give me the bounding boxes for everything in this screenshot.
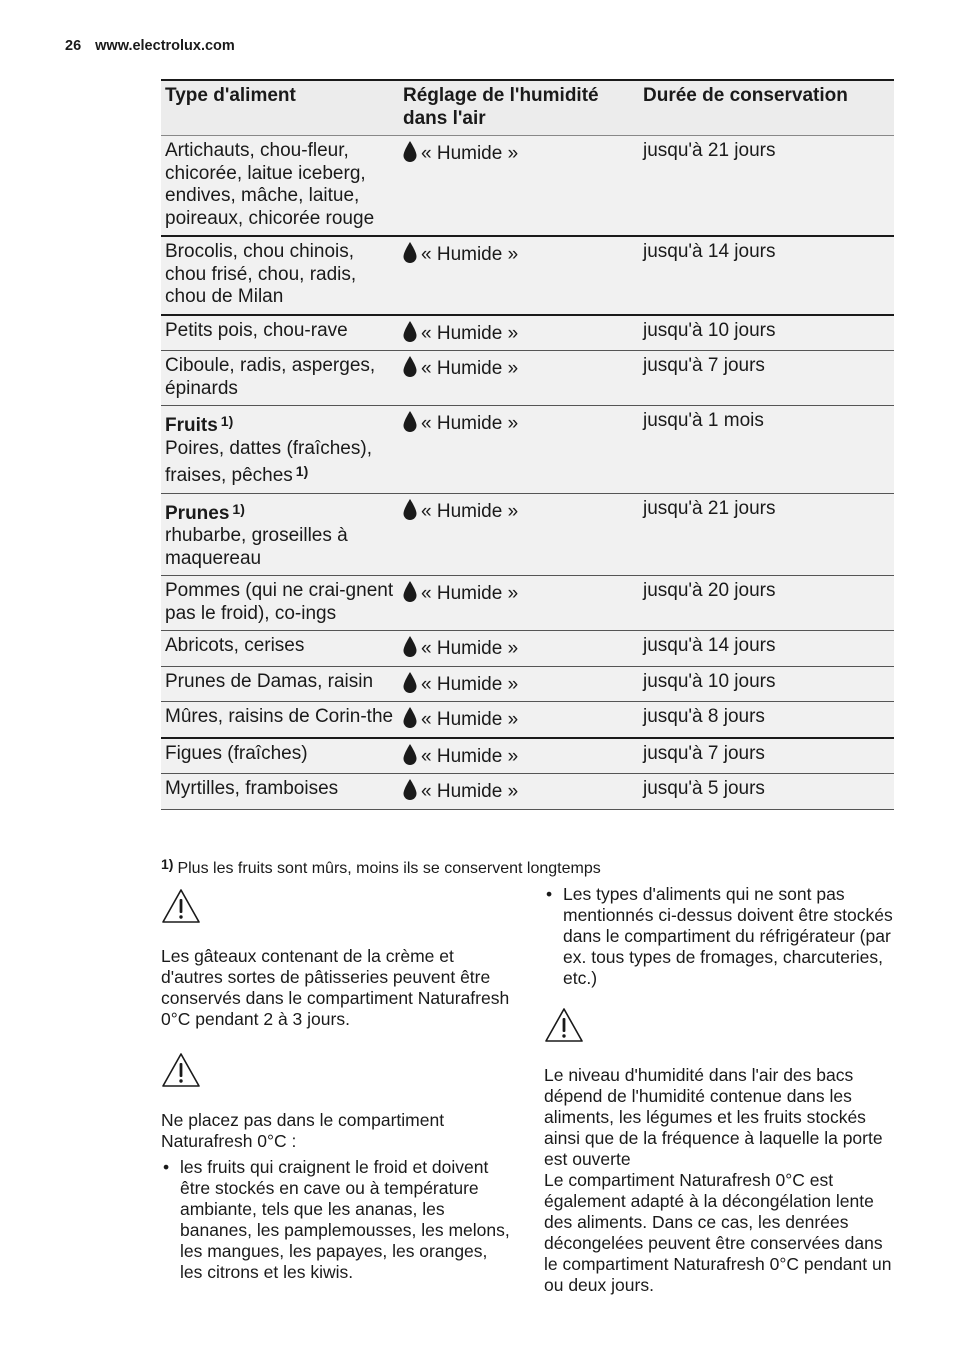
food-type-cell — [161, 316, 399, 351]
defrost-info-text: Le compartiment Naturafresh 0°C est également adapté à la décongélation lente des aliments. Dans ce cas, les denrées décongelées peuvent être conservées dans le compartiment Naturafresh 0°C pendant un ou deux jours. — [544, 1170, 892, 1295]
humidity-setting: « Humide » — [421, 709, 519, 730]
food-list: Prunes de Damas, raisin — [165, 670, 374, 692]
warning-do-not-place-text: Ne placez pas dans le compartiment Naturafresh 0°C : — [161, 1110, 445, 1151]
humidity-setting: « Humide » — [421, 143, 519, 164]
humidity-cell — [399, 739, 639, 774]
food-list: Mûres, raisins de Corin-the — [165, 706, 394, 727]
footnote-marker: 1) — [161, 856, 174, 872]
water-drop-icon — [403, 321, 417, 343]
table-row — [161, 774, 894, 810]
table-row — [161, 631, 894, 667]
humidity-setting: « Humide » — [421, 413, 519, 434]
footnote-ref: 1) — [295, 463, 309, 479]
column-header-duration: Durée de conservation — [643, 85, 848, 106]
page-header — [65, 38, 235, 54]
food-group-title: Fruits — [165, 415, 218, 436]
duration-cell: jusqu'à 5 jours — [643, 778, 765, 799]
duration-cell: jusqu'à 7 jours — [643, 355, 765, 376]
duration-cell: jusqu'à 10 jours — [643, 319, 776, 341]
footnote — [161, 856, 601, 878]
humidity-setting: « Humide » — [421, 583, 519, 604]
humidity-cell — [399, 702, 639, 737]
food-list: Figues (fraîches) — [165, 742, 308, 764]
humidity-cell — [399, 406, 639, 493]
food-type-cell — [161, 667, 399, 702]
food-list: Ciboule, radis, asperges, épinards — [165, 355, 376, 399]
right-column — [544, 884, 896, 1296]
humidity-setting: « Humide » — [421, 358, 519, 379]
duration-cell: jusqu'à 1 mois — [643, 410, 764, 431]
table-row — [161, 136, 894, 237]
other-foods-list — [544, 884, 896, 989]
humidity-cell — [399, 576, 639, 630]
table-row — [161, 351, 894, 406]
food-list: rhubarbe, groseilles à maquereau — [165, 525, 348, 569]
food-list: Pommes (qui ne crai-gnent pas le froid), co-ings — [165, 580, 394, 624]
water-drop-icon — [403, 636, 417, 658]
humidity-setting: « Humide » — [421, 673, 519, 695]
water-drop-icon — [403, 707, 417, 729]
table-row — [161, 576, 894, 631]
food-list: Abricots, cerises — [165, 635, 305, 656]
water-drop-icon — [403, 499, 417, 521]
food-type-cell — [161, 576, 399, 630]
footnote-ref: 1) — [220, 413, 234, 429]
food-type-cell — [161, 739, 399, 774]
humidity-cell — [399, 237, 639, 314]
humidity-cell — [399, 316, 639, 351]
humidity-cell — [399, 667, 639, 702]
humidity-setting: « Humide » — [421, 322, 519, 344]
storage-table — [161, 79, 894, 810]
food-type-cell — [161, 237, 399, 314]
food-list: Brocolis, chou chinois, chou frisé, chou, radis, chou de Milan — [165, 241, 357, 307]
footnote-ref: 1) — [232, 500, 245, 517]
duration-cell: jusqu'à 10 jours — [643, 670, 776, 692]
food-type-cell — [161, 136, 399, 235]
humidity-cell — [399, 351, 639, 405]
table-row — [161, 316, 894, 352]
duration-cell: jusqu'à 14 jours — [643, 635, 776, 656]
warning-triangle-icon — [161, 888, 201, 924]
duration-cell: jusqu'à 8 jours — [643, 706, 765, 727]
table-row — [161, 237, 894, 316]
food-type-cell — [161, 702, 399, 737]
table-body — [161, 136, 894, 810]
food-group-title: Prunes — [165, 502, 230, 524]
water-drop-icon — [403, 581, 417, 603]
humidity-cell — [399, 631, 639, 666]
water-drop-icon — [403, 356, 417, 378]
water-drop-icon — [403, 672, 417, 694]
water-drop-icon — [403, 779, 417, 801]
list-item: • Les types d'aliments qui ne sont pas mentionnés ci-dessus doivent être stockés dans le compartiment du réfrigérateur (par ex. tous types de fromages, charcuteries, etc.) — [544, 884, 896, 989]
food-list: Petits pois, chou-rave — [165, 319, 348, 341]
duration-cell: jusqu'à 21 jours — [643, 140, 776, 161]
food-type-cell — [161, 494, 399, 576]
water-drop-icon — [403, 141, 417, 163]
humidity-setting: « Humide » — [421, 745, 519, 767]
food-list: Poires, dattes (fraîches), fraises, pêches — [165, 437, 372, 486]
site-url: www.electrolux.com — [95, 38, 235, 54]
warning-triangle-icon — [161, 1052, 201, 1088]
water-drop-icon — [403, 411, 417, 433]
list-item: • les fruits qui craignent le froid et doivent être stockés en cave ou à température ambiante, tels que les ananas, les bananes, les pamplemousses, les melons, les mangues, les papayes, les oranges, les citrons et les kiwis. — [161, 1157, 513, 1283]
table-header-row — [161, 81, 894, 136]
humidity-setting: « Humide » — [421, 500, 519, 522]
food-type-cell — [161, 631, 399, 666]
humidity-cell — [399, 136, 639, 235]
food-type-cell — [161, 406, 399, 493]
water-drop-icon — [403, 744, 417, 766]
column-header-humidity: Réglage de l'humidité dans l'air — [403, 85, 599, 129]
food-type-cell — [161, 351, 399, 405]
duration-cell: jusqu'à 7 jours — [643, 742, 765, 764]
table-row — [161, 667, 894, 703]
food-list: Artichauts, chou-fleur, chicorée, laitue iceberg, endives, mâche, laitue, poireaux, chicorée rouge — [165, 140, 375, 229]
humidity-setting: « Humide » — [421, 244, 519, 265]
humidity-setting: « Humide » — [421, 638, 519, 659]
footnote-text: Plus les fruits sont mûrs, moins ils se conservent longtemps — [177, 860, 601, 877]
warning-cakes-text: Les gâteaux contenant de la crème et d'autres sortes de pâtisseries peuvent être conservés dans le compartiment Naturafresh 0°C pendant 2 à 3 jours. — [161, 946, 510, 1029]
humidity-cell — [399, 494, 639, 576]
do-not-place-list — [161, 1157, 513, 1283]
humidity-setting: « Humide » — [421, 781, 519, 802]
food-list: Myrtilles, framboises — [165, 778, 339, 799]
table-row — [161, 494, 894, 577]
duration-cell: jusqu'à 21 jours — [643, 497, 776, 519]
left-column — [161, 888, 513, 1283]
table-row — [161, 739, 894, 775]
warning-triangle-icon — [544, 1007, 584, 1043]
table-row — [161, 702, 894, 739]
humidity-cell — [399, 774, 639, 809]
table-row — [161, 406, 894, 494]
column-header-food: Type d'aliment — [165, 85, 296, 106]
duration-cell: jusqu'à 14 jours — [643, 241, 776, 262]
duration-cell: jusqu'à 20 jours — [643, 580, 776, 601]
page-number: 26 — [65, 38, 82, 54]
humidity-info-text: Le niveau d'humidité dans l'air des bacs dépend de l'humidité contenue dans les aliments, les légumes et les fruits stockés ainsi que de la fréquence à laquelle la porte est ouverte — [544, 1065, 883, 1169]
food-type-cell — [161, 774, 399, 809]
water-drop-icon — [403, 242, 417, 264]
